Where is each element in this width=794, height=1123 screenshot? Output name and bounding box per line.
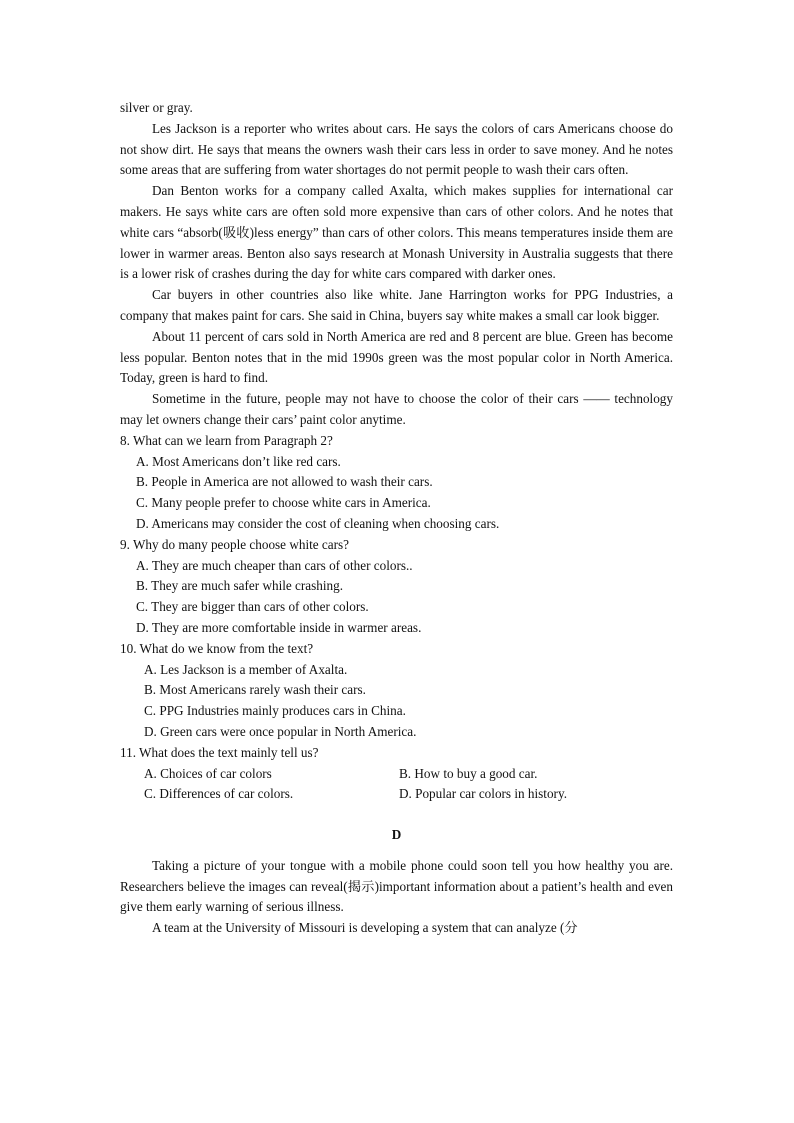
question-11-option-b: B. How to buy a good car.: [399, 765, 538, 781]
question-10-option-d: D. Green cars were once popular in North America.: [144, 723, 417, 739]
question-10-stem: 10. What do we know from the text?: [120, 640, 314, 656]
passage-c-paragraph-4: About 11 percent of cars sold in North America are red and 8 percent are blue. Green has become less popular. Benton notes that in the mid 1990s green was the most popular color in North America. Today, green is hard to find.: [120, 328, 673, 386]
question-9-option-a: A. They are much cheaper than cars of other colors..: [136, 557, 413, 573]
question-11-option-c: C. Differences of car colors.: [144, 786, 294, 802]
question-8-option-d: D. Americans may consider the cost of cleaning when choosing cars.: [136, 515, 500, 531]
question-10-option-a: A. Les Jackson is a member of Axalta.: [144, 661, 348, 677]
question-8-option-a: A. Most Americans don’t like red cars.: [136, 453, 341, 469]
passage-c-fragment: silver or gray.: [120, 100, 193, 115]
passage-c-paragraph-2: Dan Benton works for a company called Axalta, which makes supplies for international car makers. He says white cars are often sold more expensive than cars of other colors. And he notes that white cars “absorb(吸收)less energy” than cars of other colors. This means temperatures inside them are lower in warmer areas. Benton also says research at Monash University in Australia suggests that there is a lower risk of crashes during the day for white cars compared with darker ones.: [120, 183, 673, 282]
question-10-option-b: B. Most Americans rarely wash their cars.: [144, 682, 366, 698]
passage-d-paragraph-1: Taking a picture of your tongue with a mobile phone could soon tell you how healthy you are. Researchers believe the images can reveal(揭示)important information about a patient’s health and even give them early warning of serious illness.: [120, 857, 673, 915]
question-11-options-row-2: [120, 784, 673, 805]
question-9-option-c: C. They are bigger than cars of other colors.: [136, 599, 369, 615]
passage-c-paragraph-3: Car buyers in other countries also like white. Jane Harrington works for PPG Industries, a company that makes paint for cars. She said in China, buyers say white makes a small car look bigger.: [120, 287, 673, 323]
question-11-option-a: A. Choices of car colors: [144, 765, 272, 781]
passage-c-paragraph-1: Les Jackson is a reporter who writes about cars. He says the colors of cars Americans choose do not show dirt. He says that means the owners wash their cars less in order to save money. And he notes some areas that are suffering from water shortages do not permit people to wash their cars often.: [120, 120, 673, 178]
question-8-stem: 8. What can we learn from Paragraph 2?: [120, 432, 333, 448]
question-9-stem: 9. Why do many people choose white cars?: [120, 536, 350, 552]
passage-c-paragraph-5: Sometime in the future, people may not have to choose the color of their cars —— technology may let owners change their cars’ paint color anytime.: [120, 391, 673, 427]
question-9-option-d: D. They are more comfortable inside in warmer areas.: [136, 619, 422, 635]
question-8-option-c: C. Many people prefer to choose white cars in America.: [136, 495, 431, 511]
question-9-option-b: B. They are much safer while crashing.: [136, 578, 344, 594]
question-11-stem: 11. What does the text mainly tell us?: [120, 744, 319, 760]
question-8-option-b: B. People in America are not allowed to wash their cars.: [136, 474, 433, 490]
passage-d-paragraph-2: A team at the University of Missouri is developing a system that can analyze (分: [152, 920, 578, 936]
section-d-heading: D: [391, 827, 402, 843]
question-11-options-row-1: [120, 764, 673, 785]
question-10-option-c: C. PPG Industries mainly produces cars in China.: [144, 703, 406, 719]
document-page: [120, 98, 673, 939]
question-11-option-d: D. Popular car colors in history.: [399, 786, 567, 802]
